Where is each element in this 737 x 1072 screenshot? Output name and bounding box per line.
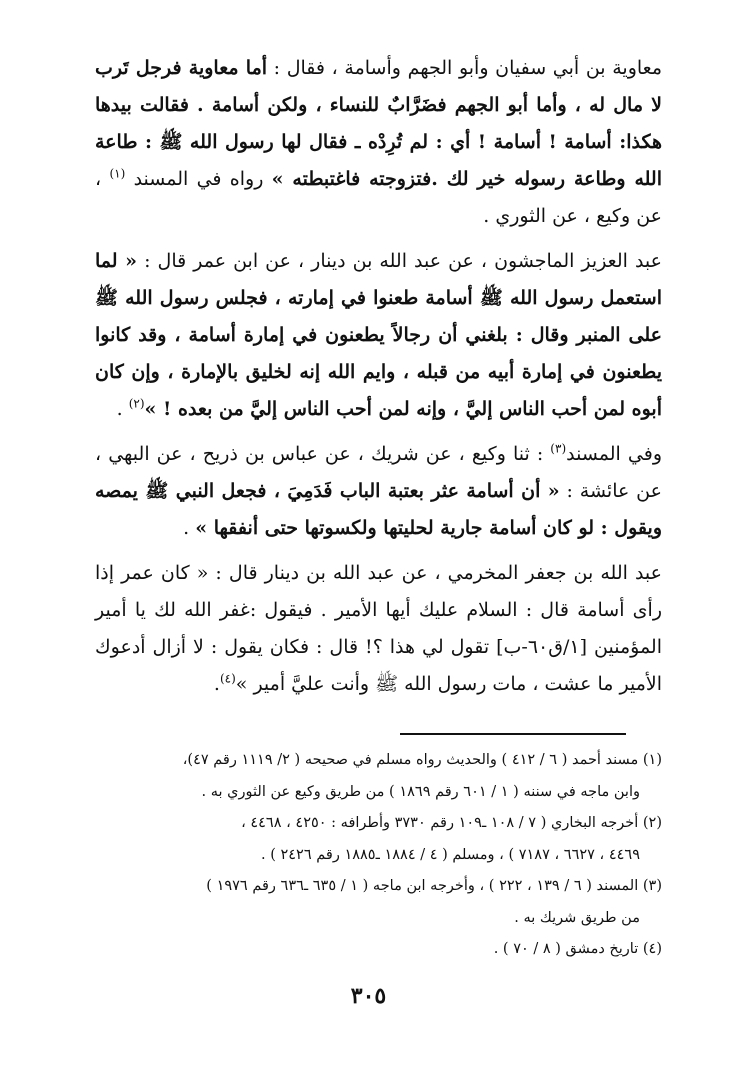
footnote-3-line-2: من طريق شريك به . xyxy=(514,909,640,926)
footnote-2-line-1: (٢) أخرجه البخاري ( ٧ / ١٠٨ ـ١٠٩ رقم ٣٧٣٠ وأطرافه : ٤٢٥٠ ، ٤٤٦٨ ، xyxy=(241,815,662,831)
p1-tail: رواه في المسند xyxy=(125,168,272,190)
p3-mid: : ثنا وكيع ، عن شريك ، عن عباس بن ذريح ، عن البهي ، عن عائشة : xyxy=(95,443,662,502)
p1-end: ، عن وكيع ، عن الثوري . xyxy=(95,168,662,227)
footnotes xyxy=(95,745,662,966)
paragraph-1 xyxy=(95,50,662,235)
footnote-1-line-1: (١) مسند أحمد ( ٦ / ٤١٢ ) والحديث رواه مسلم في صحيحه ( ٢/ ١١١٩ رقم ٤٧)، xyxy=(182,752,662,768)
page-body xyxy=(95,44,662,711)
footnote-ref-1: (١) xyxy=(109,166,126,181)
page-number: ٣٠٥ xyxy=(350,983,387,1009)
p1-lead: معاوية بن أبي سفيان وأبو الجهم وأسامة ، فقال : xyxy=(267,57,662,79)
paragraph-4 xyxy=(95,555,662,703)
p2-hadith-text: « لما استعمل رسول الله ﷺ أسامة طعنوا في إمارته ، فجلس رسول الله ﷺ على المنبر وقال : بلغني أن رجالاً يطعنون في إمارة أسامة ، وقد كانوا يطعنون في إمارة أبيه من قبله ، وايم الله إنه لخليق بالإمارة ، وإن كان أبوه لمن أحب الناس إليَّ ، وإنه لمن أحب الناس إليَّ من بعده ! » xyxy=(95,250,662,420)
p2-lead: عبد العزيز الماجشون ، عن عبد الله بن دينار ، عن ابن عمر قال : xyxy=(137,250,662,272)
p3-lead: وفي المسند xyxy=(566,443,662,465)
footnote-1-line-2: وابن ماجه في سننه ( ١ / ٦٠١ رقم ١٨٦٩ ) من طريق وكيع عن الثوري به . xyxy=(201,783,640,800)
p4-text: عبد الله بن جعفر المخرمي ، عن عبد الله بن دينار قال : « كان عمر إذا رأى أسامة قال : السلام عليك أيها الأمير . فيقول :غفر الله لك يا أمير المؤمنين [١/ق٦٠-ب] تقول لي هذا ؟! قال : فكان يقول : لا أزال أدعوك الأمير ما عشت ، مات رسول الله ﷺ وأنت عليَّ أمير » xyxy=(95,562,662,695)
paragraph-3 xyxy=(95,436,662,547)
footnote-ref-3: (٣) xyxy=(550,441,567,456)
footnote-ref-2: (٢) xyxy=(128,396,145,411)
footnote-2-line-2: ٤٤٦٩ ، ٦٦٢٧ ، ٧١٨٧ ) ، ومسلم ( ٤ / ١٨٨٤ ـ١٨٨٥ رقم ٢٤٢٦ ) . xyxy=(260,846,640,863)
footnote-ref-4: (٤) xyxy=(219,671,236,686)
paragraph-2 xyxy=(95,243,662,428)
p4-end: . xyxy=(213,673,220,695)
footnote-divider xyxy=(400,733,626,735)
p1-hadith-text: أما معاوية فرجل تَرب لا مال له ، وأما أبو الجهم فضَرَّابٌ للنساء ، ولكن أسامة . فقالت بيدها هكذا: أسامة ! أسامة ! أي : لم تُرِدْه ـ فقال لها رسول الله ﷺ : طاعة الله وطاعة رسوله خير لك .فتزوجته فاغتبطته » xyxy=(95,57,662,190)
p2-end: . xyxy=(116,398,129,420)
p3-end: . xyxy=(183,517,196,539)
footnote-3-line-1: (٣) المسند ( ٦ / ١٣٩ ، ٢٢٢ ) ، وأخرجه ابن ماجه ( ١ / ٦٣٥ ـ٦٣٦ رقم ١٩٧٦ ) xyxy=(206,878,662,894)
p3-hadith-text: « أن أسامة عثر بعتبة الباب فَدَمِيَ ، فجعل النبي ﷺ يمصه ويقول : لو كان أسامة جارية لحليتها ولكسوتها حتى أنفقها » xyxy=(95,480,662,539)
footnote-4-line-1: (٤) تاريخ دمشق ( ٨ / ٧٠ ) . xyxy=(493,941,662,957)
